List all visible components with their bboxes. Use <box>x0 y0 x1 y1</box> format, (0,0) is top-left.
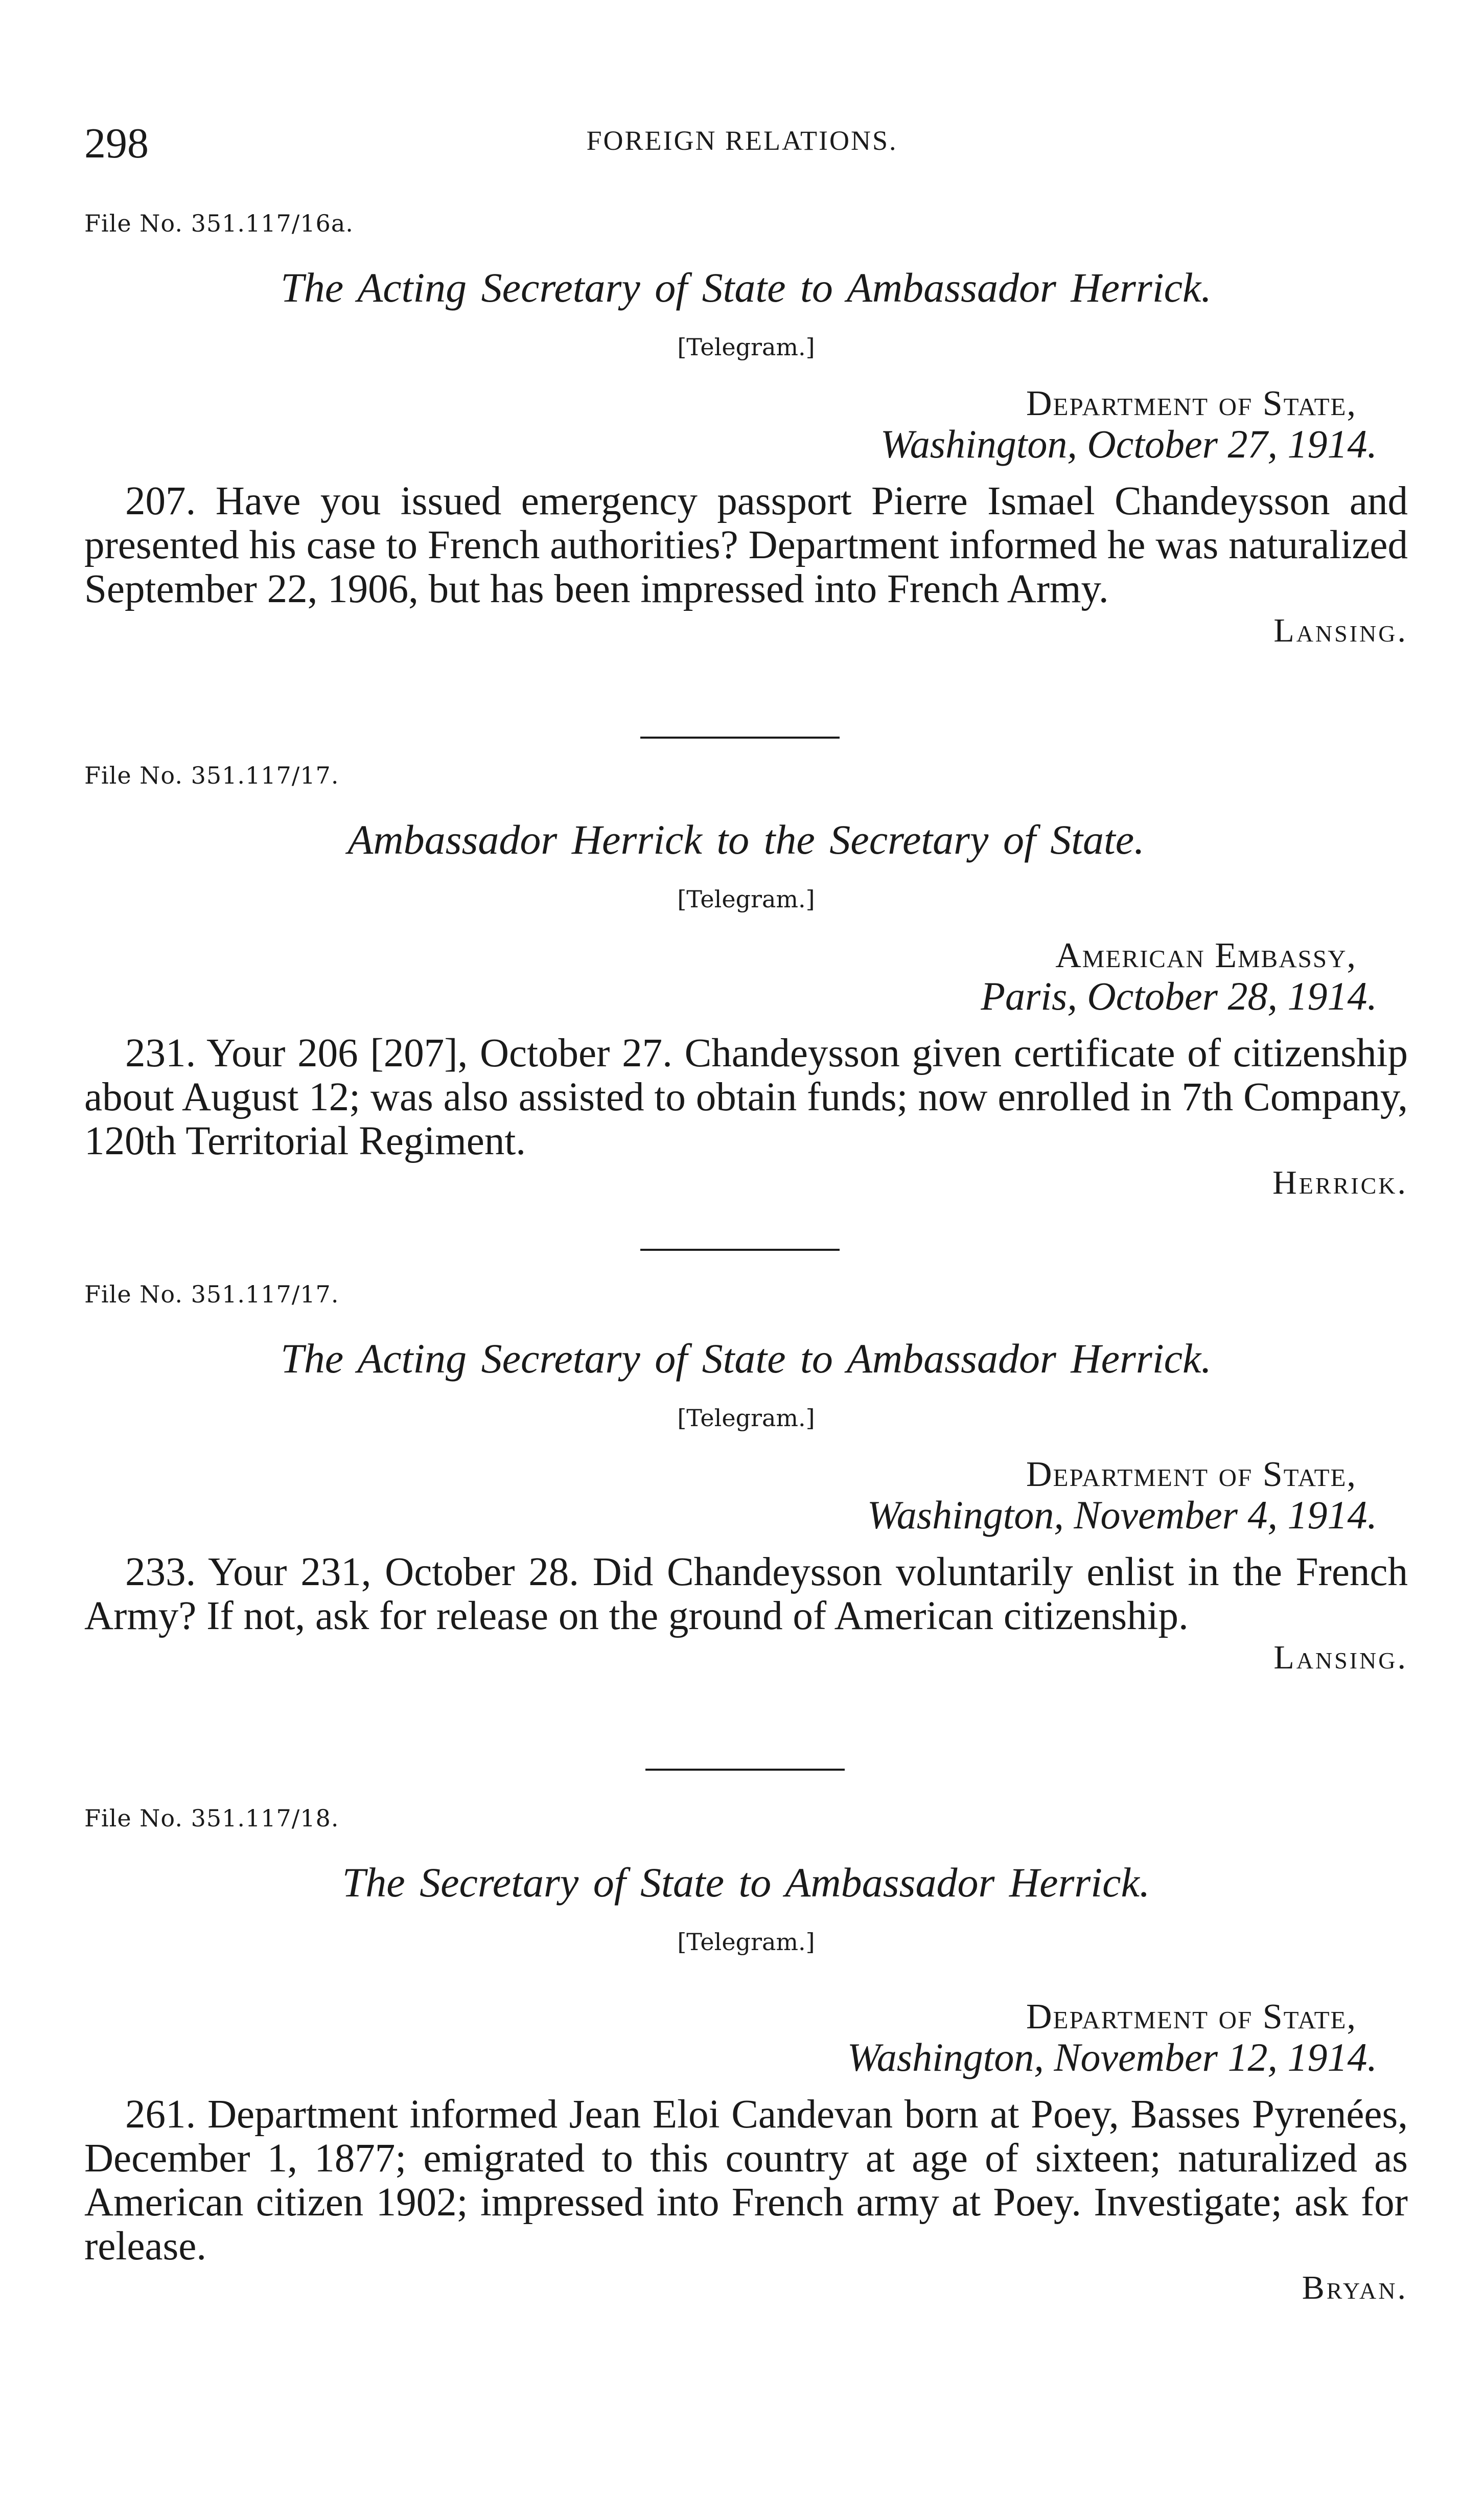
message-body: 231. Your 206 [207], October 27. Chandeysson given certificate of citizenship about August 12; was also assisted to obtain funds; now enrolled in 7th Company, 120th Territorial Regiment. <box>84 1031 1408 1163</box>
running-title: FOREIGN RELATIONS. <box>586 125 898 156</box>
sender-office: Department of State, <box>1026 384 1357 423</box>
entry-title: The Acting Secretary of State to Ambassador Herrick. <box>281 1335 1212 1382</box>
document-entry <box>84 210 1408 650</box>
signature: Herrick. <box>1272 1164 1408 1201</box>
message-body: 261. Department informed Jean Eloi Candevan born at Poey, Basses Pyrenées, December 1, 1877; emigrated to this country at age of sixteen; naturalized as American citizen 1902; impressed into French army at Poey. Investigate; ask for release. <box>84 2092 1408 2269</box>
telegram-label: [Telegram.] <box>677 1928 815 1956</box>
page-header <box>84 119 1400 165</box>
place-date: Paris, October 28, 1914. <box>981 974 1377 1018</box>
file-number: File No. 351.117/17. <box>84 762 339 789</box>
file-number: File No. 351.117/16a. <box>84 210 354 237</box>
entry-title: Ambassador Herrick to the Secretary of State. <box>347 816 1145 863</box>
document-entry <box>84 1804 1408 2307</box>
signature: Bryan. <box>1302 2269 1408 2306</box>
file-number: File No. 351.117/18. <box>84 1804 339 1832</box>
telegram-label: [Telegram.] <box>677 885 815 913</box>
page-number: 298 <box>84 120 149 167</box>
document-entry <box>84 1280 1408 1677</box>
document-entry <box>84 762 1408 1202</box>
file-number: File No. 351.117/17. <box>84 1280 339 1308</box>
message-body: 207. Have you issued emergency passport Pierre Ismael Chandeysson and presented his case to French authorities? Department informed he was naturalized September 22, 1906, but has been impressed into French Army. <box>84 479 1408 611</box>
section-divider <box>640 1249 840 1251</box>
section-divider <box>640 737 840 739</box>
entry-title: The Acting Secretary of State to Ambassador Herrick. <box>281 264 1212 311</box>
sender-office: Department of State, <box>1026 1455 1357 1494</box>
sender-office: American Embassy, <box>1055 936 1357 975</box>
signature: Lansing. <box>1273 612 1408 649</box>
sender-office: Department of State, <box>1026 1997 1357 2036</box>
message-body: 233. Your 231, October 28. Did Chandeysson voluntarily enlist in the French Army? If not, ask for release on the ground of American citizenship. <box>84 1550 1408 1638</box>
place-date: Washington, November 4, 1914. <box>867 1493 1377 1537</box>
signature: Lansing. <box>1273 1639 1408 1676</box>
entry-title: The Secretary of State to Ambassador Herrick. <box>342 1859 1150 1906</box>
place-date: Washington, October 27, 1914. <box>880 422 1377 466</box>
telegram-label: [Telegram.] <box>677 1404 815 1432</box>
telegram-label: [Telegram.] <box>677 333 815 361</box>
section-divider <box>645 1769 845 1771</box>
place-date: Washington, November 12, 1914. <box>847 2035 1377 2079</box>
